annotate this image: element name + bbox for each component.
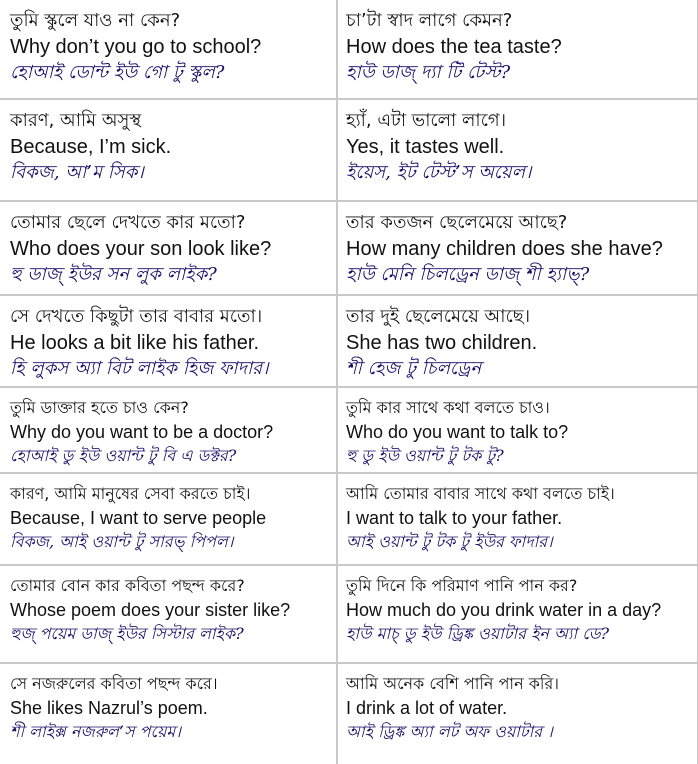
bengali-sentence: আমি অনেক বেশি পানি পান করি। — [346, 674, 559, 693]
phrase-cell — [0, 202, 338, 294]
english-sentence: I drink a lot of water. — [346, 698, 508, 718]
bengali-sentence: তার কতজন ছেলেমেয়ে আছে? — [346, 212, 568, 233]
bengali-sentence: আমি তোমার বাবার সাথে কথা বলতে চাই। — [346, 484, 615, 503]
bengali-sentence: কারণ, আমি মানুষের সেবা করতে চাই। — [10, 484, 251, 503]
pronunciation: বিকজ, আ’ম সিক। — [10, 162, 144, 183]
phrase-cell — [0, 566, 338, 662]
pronunciation: আই ড্রিঙ্ক অ্যা লট অফ ওয়াটার । — [346, 722, 553, 741]
pronunciation: হু ডু ইউ ওয়ান্ট টু টক টু? — [346, 446, 504, 465]
pronunciation: হোআই ডোন্ট ইউ গো টু স্কুল? — [10, 62, 225, 83]
bengali-sentence: তুমি স্কুলে যাও না কেন? — [10, 10, 181, 31]
phrase-cell — [338, 664, 698, 764]
bengali-sentence: হ্যাঁ, এটা ভালো লাগে। — [346, 110, 507, 131]
bengali-sentence: চা’টা স্বাদ লাগে কেমন? — [346, 10, 513, 31]
table-row — [0, 664, 697, 764]
bengali-sentence: তার দুই ছেলেমেয়ে আছে। — [346, 306, 531, 327]
phrase-cell — [0, 100, 338, 200]
table-row — [0, 100, 697, 202]
bengali-sentence: কারণ, আমি অসুস্থ — [10, 110, 142, 131]
bengali-sentence: তুমি দিনে কি পরিমাণ পানি পান কর? — [346, 576, 578, 595]
english-sentence: Who do you want to talk to? — [346, 422, 569, 442]
english-sentence: She likes Nazrul’s poem. — [10, 698, 208, 718]
pronunciation: হু ডাজ্ ইউর সন লুক লাইক? — [10, 264, 217, 285]
pronunciation: শী লাইক্স নজরুল’স পয়েম। — [10, 722, 181, 741]
pronunciation: হাউ ডাজ্ দ্যা টি টেস্ট? — [346, 62, 511, 83]
table-row — [0, 202, 697, 296]
table-row — [0, 296, 697, 388]
pronunciation: হাউ মাচ্ ডু ইউ ড্রিঙ্ক ওয়াটার ইন অ্যা ডে? — [346, 624, 610, 643]
table-row — [0, 474, 697, 566]
bengali-sentence: তোমার বোন কার কবিতা পছন্দ করে? — [10, 576, 245, 595]
pronunciation: শী হেজ টু চিলড্রেন — [346, 358, 482, 379]
phrase-cell — [0, 474, 338, 564]
english-sentence: Yes, it tastes well. — [346, 136, 505, 158]
phrase-cell — [338, 0, 698, 98]
phrase-cell — [0, 388, 338, 472]
table-row — [0, 0, 697, 100]
phrase-cell — [338, 388, 698, 472]
pronunciation: বিকজ, আই ওয়ান্ট টু সারভ্ পিপল। — [10, 532, 234, 551]
phrase-cell — [338, 474, 698, 564]
table-row — [0, 566, 697, 664]
english-sentence: Whose poem does your sister like? — [10, 600, 291, 620]
english-sentence: How does the tea taste? — [346, 36, 562, 58]
english-sentence: Why don’t you go to school? — [10, 36, 262, 58]
bengali-sentence: সে নজরুলের কবিতা পছন্দ করে। — [10, 674, 218, 693]
english-sentence: How much do you drink water in a day? — [346, 600, 662, 620]
pronunciation: হুজ্ পয়েম ডাজ্ ইউর সিস্টার লাইক? — [10, 624, 244, 643]
pronunciation: হোআই ডু ইউ ওয়ান্ট টু বি এ ডক্টর? — [10, 446, 237, 465]
pronunciation: আই ওয়ান্ট টু টক টু ইউর ফাদার। — [346, 532, 553, 551]
english-sentence: Why do you want to be a doctor? — [10, 422, 274, 442]
english-sentence: I want to talk to your father. — [346, 508, 563, 528]
phrase-cell — [338, 566, 698, 662]
phrase-cell — [0, 296, 338, 386]
bengali-sentence: তুমি ডাক্তার হতে চাও কেন? — [10, 398, 189, 417]
english-sentence: She has two children. — [346, 332, 538, 354]
phrase-cell — [338, 296, 698, 386]
pronunciation: ইয়েস, ইট টেস্ট’স অয়েল। — [346, 162, 532, 183]
english-sentence: Because, I’m sick. — [10, 136, 172, 158]
table-row — [0, 388, 697, 474]
english-sentence: Who does your son look like? — [10, 238, 272, 260]
english-sentence: Because, I want to serve people — [10, 508, 267, 528]
english-sentence: He looks a bit like his father. — [10, 332, 260, 354]
phrase-cell — [0, 664, 338, 764]
pronunciation: হাউ মেনি চিলড্রেন ডাজ্ শী হ্যাভ্? — [346, 264, 590, 285]
pronunciation: হি লুকস অ্যা বিট লাইক হিজ ফাদার। — [10, 358, 269, 379]
phrase-cell — [338, 202, 698, 294]
bengali-sentence: তোমার ছেলে দেখতে কার মতো? — [10, 212, 246, 233]
phrase-cell — [0, 0, 338, 98]
english-sentence: How many children does she have? — [346, 238, 663, 260]
bengali-sentence: সে দেখতে কিছুটা তার বাবার মতো। — [10, 306, 263, 327]
phrase-cell — [338, 100, 698, 200]
bengali-sentence: তুমি কার সাথে কথা বলতে চাও। — [346, 398, 550, 417]
